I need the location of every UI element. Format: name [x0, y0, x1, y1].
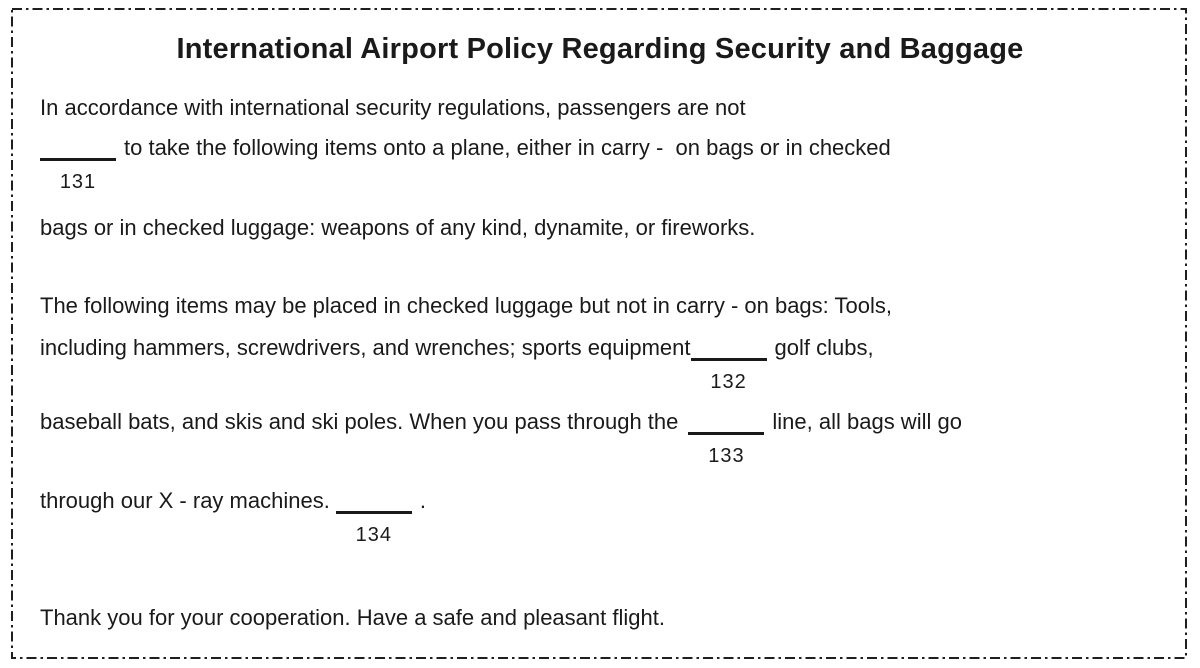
blank-133: [688, 432, 764, 467]
paragraph2-line4-post-text: .: [419, 488, 426, 513]
paragraph1-line3: bags or in checked luggage: weapons of any kind, dynamite, or fireworks.: [40, 215, 756, 240]
document-title: International Airport Policy Regarding Security and Baggage: [176, 33, 1024, 65]
paragraph2-line3-post-text: line, all bags will go: [772, 409, 962, 434]
blank-133-number: 133: [708, 445, 745, 467]
paragraph2-line2-post-text: golf clubs,: [774, 335, 874, 360]
paragraph2-line2: [40, 335, 874, 393]
blank-132: [691, 358, 767, 393]
paragraph2-line1: The following items may be placed in checked luggage but not in carry - on bags: Tools,: [40, 293, 892, 318]
paragraph1-line1: In accordance with international security regulations, passengers are not: [40, 95, 746, 120]
paragraph2-line4-pre-text: through our X - ray machines.: [40, 488, 330, 513]
paragraph2-line3: [40, 409, 962, 467]
paragraph1-line2: [40, 135, 891, 193]
blank-131-number: 131: [59, 171, 97, 193]
closing-line: Thank you for your cooperation. Have a safe and pleasant flight.: [40, 605, 665, 630]
blank-134: [336, 511, 412, 546]
blank-131: [40, 158, 116, 193]
paragraph2-line2-pre-text: including hammers, screwdrivers, and wrenches; sports equipment: [40, 335, 691, 360]
paragraph2-line3-pre-text: baseball bats, and skis and ski poles. When you pass through the: [40, 409, 679, 434]
blank-134-number: 134: [355, 524, 392, 546]
paragraph2-line4: [40, 488, 426, 546]
blank-132-number: 132: [710, 371, 747, 393]
paragraph1-line2-text: to take the following items onto a plane, either in carry - on bags or in checked: [124, 135, 891, 160]
